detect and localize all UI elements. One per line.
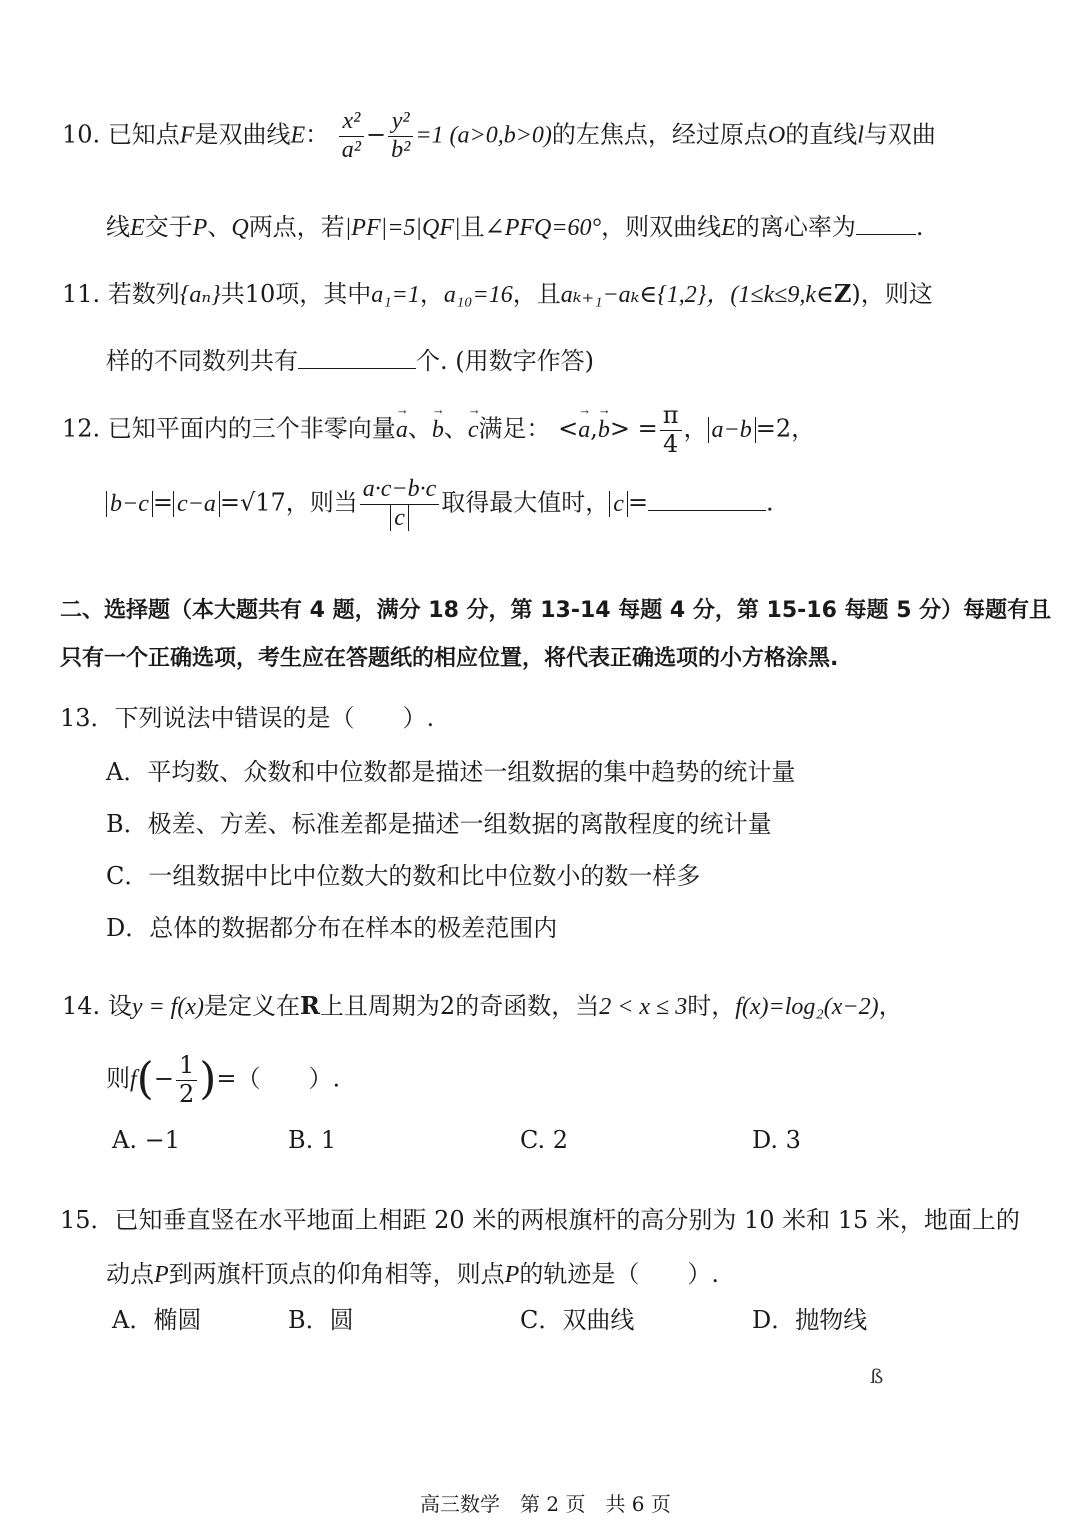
q15-point-p: P xyxy=(504,1262,520,1288)
q11-text: 样的不同数列共有 xyxy=(106,347,298,375)
q12-frac-dot xyxy=(360,476,440,532)
q11-text: 个. (用数字作答) xyxy=(416,347,594,375)
q14-text: 设 xyxy=(107,992,132,1020)
q12-eq: = xyxy=(152,488,173,517)
q10-text: 、 xyxy=(207,213,232,241)
q15-point-p: P xyxy=(154,1262,169,1288)
q12-text: 已知平面内的三个非零向量 xyxy=(107,414,396,443)
q12-line2 xyxy=(106,476,774,532)
q12-text: ， xyxy=(683,414,708,443)
frac-numerator: a·c−b·c xyxy=(360,476,440,505)
paren-close: ) xyxy=(199,1053,217,1105)
vector-c: → c xyxy=(468,416,479,445)
section2-heading-line1: 二、选择题（本大题共有 4 题，满分 18 分，第 13-14 每题 4 分，第 15-16 每题 5 分）每题有且 xyxy=(60,598,1052,623)
q10-frac-x xyxy=(339,108,364,164)
abs-c: c xyxy=(609,491,628,517)
q14-text: 则 xyxy=(106,1064,130,1093)
q10-text: 两点，若 xyxy=(248,213,345,241)
q12-text: ，则当 xyxy=(285,488,358,517)
period: . xyxy=(915,213,924,241)
q12-frac-pi4 xyxy=(660,402,682,458)
frac-denominator: a² xyxy=(341,136,361,163)
q10-point-q: Q xyxy=(231,215,249,241)
q10-number: 10. xyxy=(62,120,101,149)
frac-denominator: 4 xyxy=(662,429,679,458)
q10-line1 xyxy=(62,108,936,164)
q14-reals: R xyxy=(299,991,320,1020)
q10-text: 且 xyxy=(460,213,485,241)
frac-denominator: b² xyxy=(391,136,411,163)
q14-text: 时， xyxy=(687,992,736,1020)
q11-sequence: {aₙ} xyxy=(179,282,221,308)
q14-number: 14. xyxy=(62,992,101,1020)
q15-text: 到两旗杆顶点的仰角相等，则点 xyxy=(168,1260,505,1288)
q12-eq: =2， xyxy=(755,414,816,443)
vector-b: → b xyxy=(432,416,444,445)
q11-text: 共10项，其中 xyxy=(220,280,372,308)
frac-numerator: π xyxy=(660,402,682,431)
q14-text: 的奇函数，当 xyxy=(455,992,600,1020)
q14-line1 xyxy=(62,992,903,1022)
abs-c-minus-a: c−a xyxy=(173,491,220,517)
q14-f: f xyxy=(130,1066,137,1093)
q11-integers: Z xyxy=(833,279,852,308)
q10-text: 与双曲 xyxy=(863,120,936,149)
q11-line1 xyxy=(62,280,933,310)
q13-option-a[interactable]: A．平均数、众数和中位数都是描述一组数据的集中趋势的统计量 xyxy=(106,758,796,786)
minus-sign: − xyxy=(153,1064,174,1093)
frac-numerator: x² xyxy=(339,108,364,137)
section2-heading-line2: 只有一个正确选项，考生应在答题纸的相应位置，将代表正确选项的小方格涂黑. xyxy=(60,646,839,671)
q10-hyperbola-e: E xyxy=(290,122,306,149)
q14-text: ， xyxy=(878,992,903,1020)
vector-a: → a xyxy=(396,416,408,445)
q12-sqrt17: =√17 xyxy=(219,488,286,517)
q10-hyperbola-e: E xyxy=(721,215,736,241)
q11-range: ，(1≤k≤9,k∈ xyxy=(706,282,834,308)
q14-expression: f(x)=log₂(x−2) xyxy=(735,994,879,1020)
q12-line1 xyxy=(62,402,815,458)
vector-b: → b xyxy=(598,416,610,445)
q12-text: 取得最大值时， xyxy=(441,488,610,517)
q11-number: 11. xyxy=(62,280,101,308)
q10-text: 的直线 xyxy=(785,120,858,149)
minus-sign: − xyxy=(366,120,387,149)
q10-text: 的离心率为 xyxy=(735,213,856,241)
q15-option-a[interactable]: A．椭圆 xyxy=(112,1306,202,1334)
period: . xyxy=(766,488,774,517)
abs-a-minus-b: a−b xyxy=(708,417,756,443)
q10-text: 的左焦点，经过原点 xyxy=(551,120,768,149)
q10-condition: =1 (a>0,b>0) xyxy=(415,122,552,149)
paren-open: ( xyxy=(136,1053,154,1105)
q14-option-d[interactable]: D. 3 xyxy=(752,1126,801,1154)
q11-sep: ， xyxy=(419,280,444,308)
q12-sep: 、 xyxy=(443,414,468,443)
q11-text: 若数列 xyxy=(107,280,180,308)
angle-open: < xyxy=(558,414,579,443)
q10-point-p: P xyxy=(192,215,208,241)
q10-angle-condition: ∠PFQ=60° xyxy=(484,215,602,241)
q11-text: ，且 xyxy=(512,280,561,308)
q14-option-b[interactable]: B. 1 xyxy=(288,1126,337,1154)
q14-period: 2 xyxy=(439,992,456,1020)
q10-text: 已知点 xyxy=(107,120,180,149)
frac-denominator: 2 xyxy=(178,1079,195,1108)
q14-function-def: y = f(x) xyxy=(131,994,204,1020)
q10-point-f: F xyxy=(179,122,195,149)
page-footer: 高三数学 第 2 页 共 6 页 xyxy=(420,1492,671,1516)
q15-option-c[interactable]: C．双曲线 xyxy=(520,1306,635,1334)
q11-a1: a₁=1 xyxy=(371,282,420,308)
q13-stem: 13．下列说法中错误的是（ ）. xyxy=(60,704,435,732)
angle-comma: , xyxy=(590,414,598,443)
q10-text: 交于 xyxy=(144,213,193,241)
q13-option-b[interactable]: B．极差、方差、标准差都是描述一组数据的离散程度的统计量 xyxy=(106,810,772,838)
q14-text: =（ ）. xyxy=(216,1064,341,1093)
q12-eq: = xyxy=(627,488,649,517)
q11-answer-blank[interactable] xyxy=(298,344,416,369)
frac-denominator: c xyxy=(390,505,409,531)
handwritten-mark: ß xyxy=(870,1364,884,1388)
abs-b-minus-c: b−c xyxy=(106,491,153,517)
frac-numerator: y² xyxy=(388,108,413,137)
q14-text: 上且周期为 xyxy=(319,992,440,1020)
q10-distance-condition: |PF|=5|QF| xyxy=(344,215,461,241)
q10-frac-y xyxy=(388,108,413,164)
q10-answer-blank[interactable] xyxy=(856,210,916,235)
q12-number: 12. xyxy=(62,414,101,443)
q10-line-l: l xyxy=(857,122,864,149)
q13-option-d[interactable]: D．总体的数据都分布在样本的极差范围内 xyxy=(106,914,558,942)
q10-text: 线 xyxy=(106,213,130,241)
q14-range: 2 < x ≤ 3 xyxy=(599,994,688,1020)
q14-line2 xyxy=(106,1052,340,1108)
q15-option-d[interactable]: D．抛物线 xyxy=(752,1306,868,1334)
angle-close: > = xyxy=(609,414,658,443)
q10-text: 是双曲线 xyxy=(194,120,291,149)
q11-range-end: ) xyxy=(851,280,861,308)
q15-text: 动点 xyxy=(106,1260,154,1288)
q11-a10: a₁₀=16 xyxy=(443,282,513,308)
q15-line1: 15．已知垂直竖在水平地面上相距 20 米的两根旗杆的高分别为 10 米和 15 米，地面上的 xyxy=(60,1206,1020,1234)
q10-text: ，则双曲线 xyxy=(601,213,722,241)
q14-option-a[interactable]: A. −1 xyxy=(112,1126,180,1154)
q12-answer-blank[interactable] xyxy=(648,486,766,511)
q15-option-b[interactable]: B．圆 xyxy=(288,1306,354,1334)
q10-line2 xyxy=(106,210,923,243)
q11-line2 xyxy=(106,344,594,376)
q13-option-c[interactable]: C．一组数据中比中位数大的数和比中位数小的数一样多 xyxy=(106,862,701,890)
q12-sep: 、 xyxy=(407,414,432,443)
q15-text: 的轨迹是（ ）. xyxy=(519,1260,719,1288)
q11-difference: aₖ₊₁−aₖ∈{1,2} xyxy=(560,282,707,308)
vector-a: → a xyxy=(578,416,590,445)
q14-frac-half xyxy=(176,1052,197,1108)
q14-option-c[interactable]: C. 2 xyxy=(520,1126,569,1154)
q14-text: 是定义在 xyxy=(203,992,300,1020)
frac-numerator: 1 xyxy=(176,1052,197,1081)
q10-hyperbola-e: E xyxy=(130,215,145,241)
q12-text: 满足： xyxy=(478,414,551,443)
q10-colon: ： xyxy=(305,120,330,149)
q10-origin: O xyxy=(767,122,786,149)
q15-line2 xyxy=(106,1260,719,1290)
q11-text: ，则这 xyxy=(860,280,933,308)
